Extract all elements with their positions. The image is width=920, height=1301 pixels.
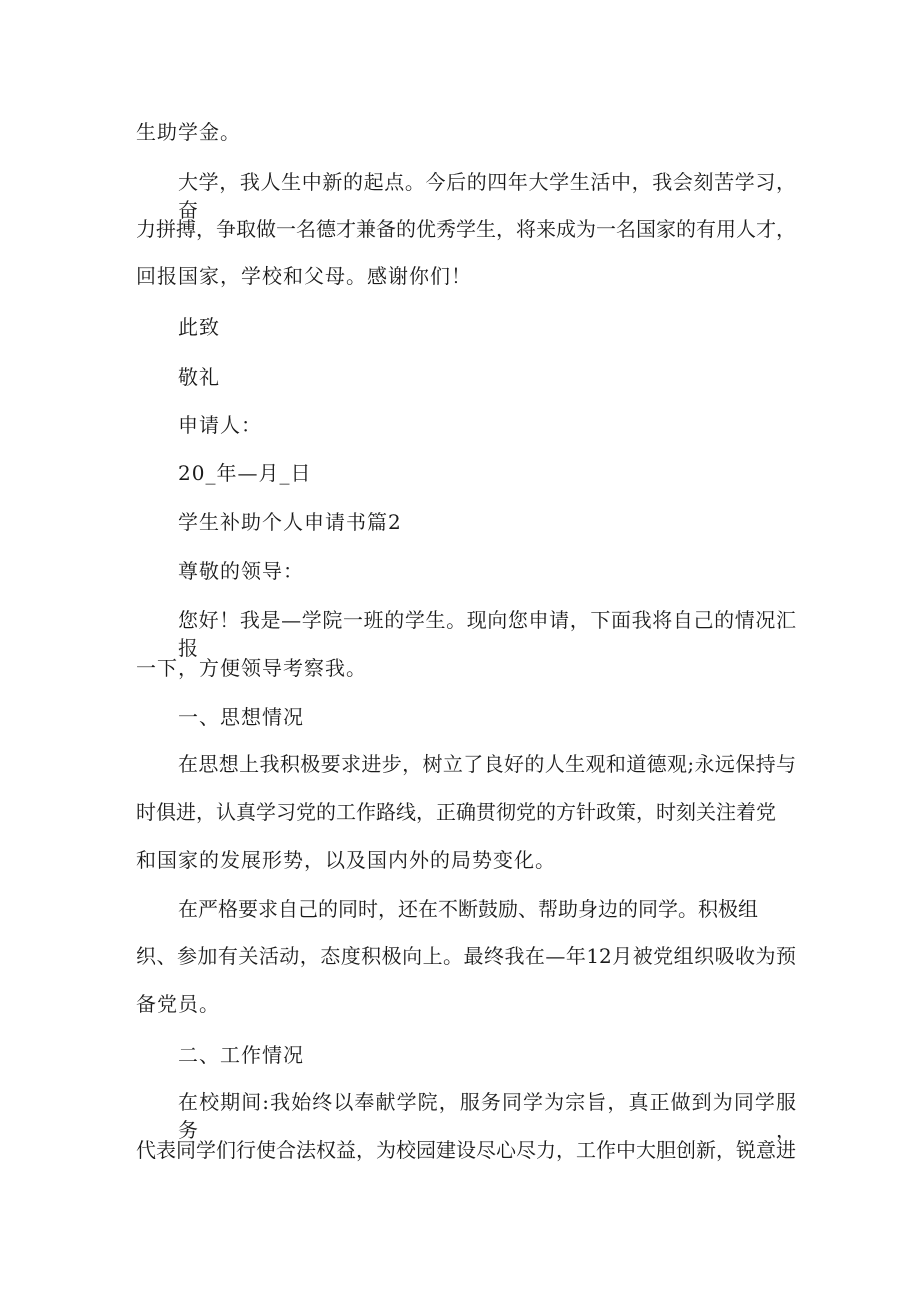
text-line-11: 您好！我是—学院一班的学生。现向您申请，下面我将自己的情况汇报 (178, 608, 796, 660)
text-line-2: 大学，我人生中新的起点。今后的四年大学生活中，我会刻苦学习，奋 (178, 170, 796, 222)
section-title: 学生补助个人申请书篇2 (178, 510, 402, 534)
salutation: 尊敬的领导： (178, 559, 304, 583)
text-line-17: 在严格要求自己的同时，还在不断鼓励、帮助身边的同学。积极组 (178, 897, 758, 921)
text-line-15: 时俱进，认真学习党的工作路线，正确贯彻党的方针政策，时刻关注着党 (136, 800, 776, 824)
text-line-21: 在校期间:我始终以奉献学院，服务同学为宗旨，真正做到为同学服务， (178, 1090, 796, 1142)
closing-cizhi: 此致 (178, 315, 220, 339)
closing-jingli: 敬礼 (178, 365, 220, 389)
text-line-19: 备党员。 (136, 992, 220, 1016)
text-line-1: 生助学金。 (136, 120, 241, 144)
heading-work: 二、工作情况 (178, 1043, 304, 1067)
date-line: 20_年—月_日 (178, 461, 312, 485)
text-line-16: 和国家的发展形势，以及国内外的局势变化。 (136, 848, 556, 872)
text-line-14: 在思想上我积极要求进步，树立了良好的人生观和道德观;永远保持与 (178, 752, 796, 776)
applicant-label: 申请人： (178, 413, 262, 437)
text-line-22: 代表同学们行使合法权益，为校园建设尽心尽力，工作中大胆创新，锐意进 (136, 1138, 796, 1162)
heading-thought: 一、思想情况 (178, 705, 304, 729)
text-line-4: 回报国家，学校和父母。感谢你们！ (136, 264, 472, 288)
text-line-3: 力拼搏，争取做一名德才兼备的优秀学生，将来成为一名国家的有用人才， (136, 217, 796, 241)
text-line-12: 一下，方便领导考察我。 (136, 656, 367, 680)
text-line-18: 织、参加有关活动，态度积极向上。最终我在—年12月被党组织吸收为预 (136, 944, 796, 968)
